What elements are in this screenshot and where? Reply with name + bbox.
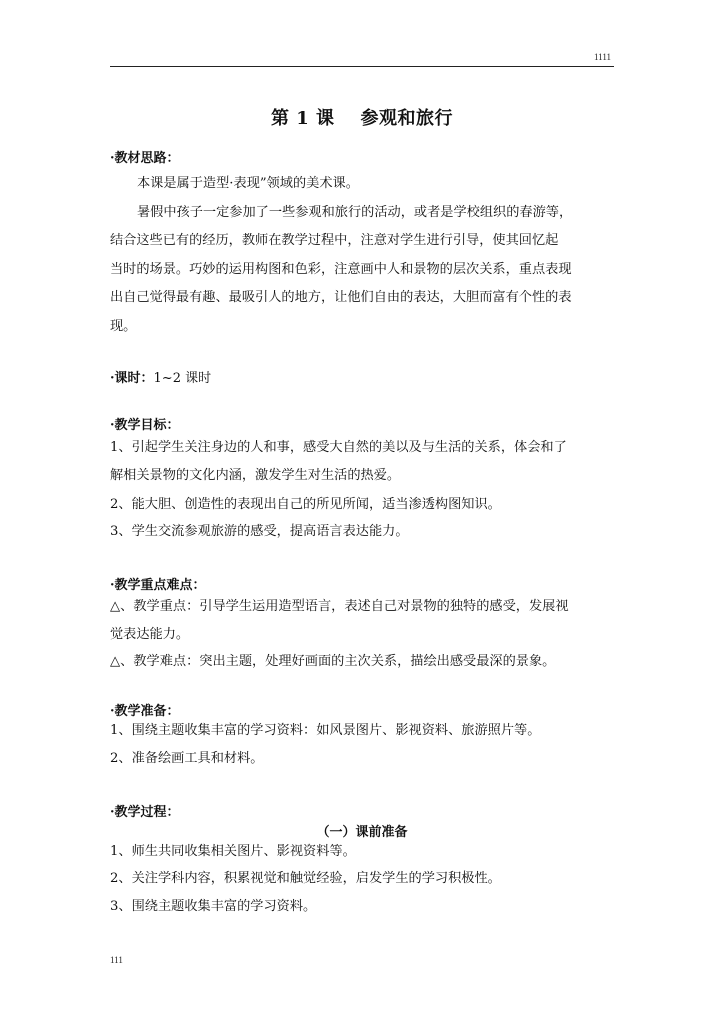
class-hours — [110, 367, 211, 386]
class-hours-value: 1~2 课时 — [153, 371, 212, 386]
process-line: 2、关注学科内容，积累视觉和触觉经验，启发学生的学习积极性。 — [110, 871, 501, 886]
class-hours-heading: ·课时： — [110, 371, 154, 386]
preparation-line: 2、准备绘画工具和材料。 — [110, 751, 264, 766]
process-heading: ·教学过程： — [110, 805, 180, 820]
page-title — [0, 104, 724, 130]
textbook-idea-line: 现。 — [110, 319, 137, 334]
key-point-line: △、教学重点：引导学生运用造型语言，表述自己对景物的独特的感受，发展视 — [110, 599, 569, 614]
objective-line: 解相关景物的文化内涵，激发学生对生活的热爱。 — [110, 468, 401, 483]
textbook-idea-heading: ·教材思路： — [110, 151, 180, 166]
textbook-idea-line: 当时的场景。巧妙的运用构图和色彩，注意画中人和景物的层次关系，重点表现 — [110, 262, 572, 277]
textbook-idea-line: 暑假中孩子一定参加了一些参观和旅行的活动，或者是学校组织的春游等， — [137, 205, 573, 220]
objectives-heading: ·教学目标： — [110, 418, 180, 433]
key-point-line: 觉表达能力。 — [110, 627, 190, 642]
key-point-line: △、教学难点：突出主题，处理好画面的主次关系，描绘出感受最深的景象。 — [110, 654, 556, 669]
header-rule — [110, 66, 614, 67]
objective-line: 2、能大胆、创造性的表现出自己的所见所闻，适当渗透构图知识。 — [110, 497, 501, 512]
textbook-idea-intro: 本课是属于造型·表现”领域的美术课。 — [137, 176, 359, 191]
preparation-heading: ·教学准备： — [110, 704, 180, 719]
objective-line: 3、学生交流参观旅游的感受，提高语言表达能力。 — [110, 524, 409, 539]
lesson-number: 第 1 课 — [270, 108, 335, 129]
preparation-line: 1、围绕主题收集丰富的学习资料：如风景图片、影视资料、旅游照片等。 — [110, 723, 541, 738]
process-line: 1、师生共同收集相关图片、影视资料等。 — [110, 844, 356, 859]
textbook-idea-line: 出自己觉得最有趣、最吸引人的地方，让他们自由的表达，大胆而富有个性的表 — [110, 290, 572, 305]
textbook-idea-line: 结合这些已有的经历，教师在教学过程中，注意对学生进行引导，使其回忆起 — [110, 233, 559, 248]
key-points-heading: ·教学重点难点： — [110, 578, 206, 593]
lesson-name: 参观和旅行 — [360, 108, 454, 129]
footer-page-number: 111 — [110, 955, 123, 965]
process-line: 3、围绕主题收集丰富的学习资料。 — [110, 899, 317, 914]
objective-line: 1、引起学生关注身边的人和事，感受大自然的美以及与生活的关系，体会和了 — [110, 440, 567, 455]
header-page-number: 1111 — [594, 52, 611, 62]
process-subheading: （一）课前准备 — [316, 825, 408, 840]
